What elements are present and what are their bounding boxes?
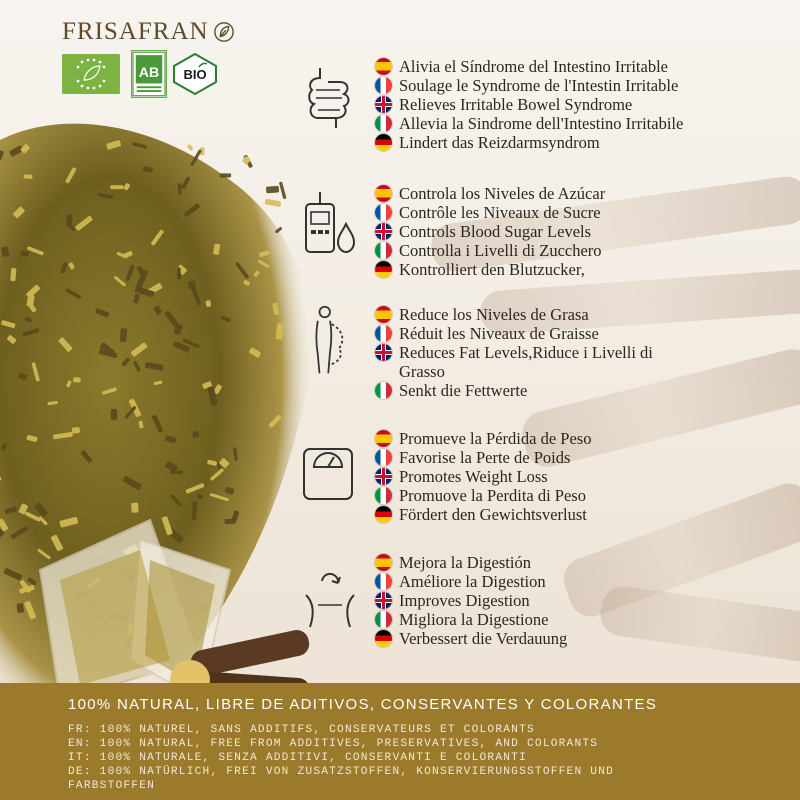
benefit-group-sugar bbox=[375, 184, 605, 279]
benefit-text: Reduces Fat Levels,Riduce i Livelli di bbox=[399, 342, 653, 362]
benefit-line bbox=[375, 222, 605, 241]
benefit-group-fat bbox=[375, 305, 653, 400]
benefit-line bbox=[375, 114, 683, 133]
benefit-text: Verbessert die Verdauung bbox=[399, 628, 568, 648]
benefit-text: Mejora la Digestión bbox=[399, 552, 531, 572]
benefit-text: Promuove la Perdita di Peso bbox=[399, 485, 586, 505]
benefit-text: Favorise la Perte de Poids bbox=[399, 447, 571, 467]
brand-name: FRISAFRAN bbox=[62, 18, 209, 45]
glucose-meter-icon bbox=[300, 188, 360, 258]
benefit-text: Alivia el Síndrome del Intestino Irritable bbox=[399, 56, 668, 76]
benefit-line bbox=[375, 343, 653, 362]
benefit-text: Promotes Weight Loss bbox=[399, 466, 548, 486]
root-chip bbox=[220, 173, 232, 177]
footer-claim-de-cont: FARBSTOFFEN bbox=[68, 780, 156, 792]
root-chip bbox=[20, 251, 28, 256]
digestion-waist-icon bbox=[300, 566, 360, 636]
root-chip bbox=[111, 409, 117, 420]
france-flag-icon bbox=[375, 449, 392, 466]
benefit-line bbox=[375, 505, 591, 524]
body-fat-silhouette-icon bbox=[300, 305, 360, 375]
leaf-circle-icon bbox=[213, 21, 235, 43]
france-flag-icon bbox=[375, 325, 392, 342]
benefit-text: Lindert das Reizdarmsyndrom bbox=[399, 132, 600, 152]
root-chip bbox=[177, 267, 181, 279]
benefit-line bbox=[375, 324, 653, 343]
benefit-line bbox=[375, 381, 653, 400]
benefit-text: Senkt die Fettwerte bbox=[399, 380, 528, 400]
root-chip bbox=[24, 174, 33, 179]
uk-flag-icon bbox=[375, 96, 392, 113]
root-chip bbox=[170, 470, 183, 473]
svg-text:AB: AB bbox=[138, 64, 160, 81]
benefit-line bbox=[375, 429, 591, 448]
root-chip bbox=[66, 214, 72, 227]
benefit-line bbox=[375, 260, 605, 279]
benefit-line bbox=[375, 184, 605, 203]
root-chip bbox=[131, 503, 139, 513]
benefit-line bbox=[375, 95, 683, 114]
footer-claim-de: DE: 100% NATÜRLICH, FREI VON ZUSATZSTOFFEN, KONSERVIERUNGSSTOFFEN UND bbox=[68, 766, 615, 778]
benefit-line bbox=[375, 76, 683, 95]
spain-flag-icon bbox=[375, 58, 392, 75]
weight-scale-icon bbox=[300, 440, 360, 510]
uk-flag-icon bbox=[375, 223, 392, 240]
background-licorice-stick bbox=[598, 584, 800, 667]
benefit-line bbox=[375, 448, 591, 467]
benefit-group-ibs bbox=[375, 57, 683, 152]
spain-flag-icon bbox=[375, 306, 392, 323]
uk-flag-icon bbox=[375, 344, 392, 361]
benefit-group-digestion bbox=[375, 553, 567, 648]
spain-flag-icon bbox=[375, 185, 392, 202]
ab-agriculture-biologique-icon bbox=[131, 50, 167, 98]
benefit-text: Controlla i Livelli di Zucchero bbox=[399, 240, 602, 260]
benefit-text: Migliora la Digestione bbox=[399, 609, 549, 629]
germany-flag-icon bbox=[375, 134, 392, 151]
brand-logo bbox=[62, 18, 235, 46]
benefit-line bbox=[375, 467, 591, 486]
benefit-text: Améliore la Digestion bbox=[399, 571, 546, 591]
italy-flag-icon bbox=[375, 382, 392, 399]
germany-flag-icon bbox=[375, 506, 392, 523]
italy-flag-icon bbox=[375, 487, 392, 504]
germany-flag-icon bbox=[375, 630, 392, 647]
benefit-line bbox=[375, 486, 591, 505]
root-chip bbox=[279, 181, 287, 199]
benefit-text: Réduit les Niveaux de Graisse bbox=[399, 323, 599, 343]
germany-flag-icon bbox=[375, 261, 392, 278]
root-chip bbox=[265, 199, 282, 207]
benefit-text: Promueve la Pérdida de Peso bbox=[399, 428, 592, 448]
benefit-text: Reduce los Niveles de Grasa bbox=[399, 304, 589, 324]
root-chip bbox=[17, 603, 24, 613]
italy-flag-icon bbox=[375, 242, 392, 259]
uk-flag-icon bbox=[375, 468, 392, 485]
france-flag-icon bbox=[375, 204, 392, 221]
bio-seal-icon bbox=[172, 52, 218, 96]
spain-flag-icon bbox=[375, 554, 392, 571]
footer-banner bbox=[0, 683, 800, 800]
root-chip bbox=[224, 519, 233, 525]
benefit-line bbox=[375, 203, 605, 222]
root-chip bbox=[120, 328, 128, 342]
benefit-line bbox=[375, 629, 567, 648]
root-chip bbox=[187, 144, 194, 151]
footer-claim-it: IT: 100% NATURALE, SENZA ADDITIVI, CONSERVANTI E COLORANTI bbox=[68, 752, 527, 764]
benefit-text: Grasso bbox=[399, 361, 445, 381]
benefit-text: Improves Digestion bbox=[399, 590, 530, 610]
italy-flag-icon bbox=[375, 115, 392, 132]
benefit-text: Soulage le Syndrome de l'Intestin Irritable bbox=[399, 75, 679, 95]
benefit-line bbox=[375, 57, 683, 76]
root-chip bbox=[73, 377, 81, 383]
france-flag-icon bbox=[375, 573, 392, 590]
eu-organic-leaf-icon bbox=[62, 54, 120, 94]
benefit-line bbox=[375, 610, 567, 629]
root-chip bbox=[192, 431, 199, 437]
root-chip bbox=[110, 185, 123, 189]
benefit-line bbox=[375, 305, 653, 324]
footer-claim-fr: FR: 100% NATUREL, SANS ADDITIFS, CONSERVATEURS ET COLORANTS bbox=[68, 724, 535, 736]
benefit-line bbox=[375, 591, 567, 610]
benefit-line bbox=[375, 572, 567, 591]
benefit-line bbox=[375, 241, 605, 260]
benefit-text: Controla los Niveles de Azúcar bbox=[399, 183, 606, 203]
benefit-text: Fördert den Gewichtsverlust bbox=[399, 504, 587, 524]
benefit-line bbox=[375, 133, 683, 152]
france-flag-icon bbox=[375, 77, 392, 94]
svg-text:BIO: BIO bbox=[183, 67, 207, 82]
benefit-line bbox=[375, 362, 653, 381]
footer-main-claim: 100% NATURAL, LIBRE DE ADITIVOS, CONSERVANTES Y COLORANTES bbox=[68, 696, 658, 713]
benefit-text: Relieves Irritable Bowel Syndrome bbox=[399, 94, 633, 114]
benefit-text: Contrôle les Niveaux de Sucre bbox=[399, 202, 601, 222]
root-chip bbox=[72, 427, 80, 434]
spain-flag-icon bbox=[375, 430, 392, 447]
uk-flag-icon bbox=[375, 592, 392, 609]
benefit-text: Kontrolliert den Blutzucker, bbox=[399, 259, 585, 279]
licorice-root-pile-image bbox=[0, 100, 340, 700]
footer-claim-en: EN: 100% NATURAL, FREE FROM ADDITIVES, PRESERVATIVES, AND COLORANTS bbox=[68, 738, 599, 750]
italy-flag-icon bbox=[375, 611, 392, 628]
benefit-text: Controls Blood Sugar Levels bbox=[399, 221, 592, 241]
benefit-line bbox=[375, 553, 567, 572]
root-chip bbox=[266, 186, 279, 193]
benefit-group-weight bbox=[375, 429, 591, 524]
intestine-icon bbox=[300, 64, 360, 134]
benefit-text: Allevia la Sindrome dell'Intestino Irritabile bbox=[399, 113, 684, 133]
